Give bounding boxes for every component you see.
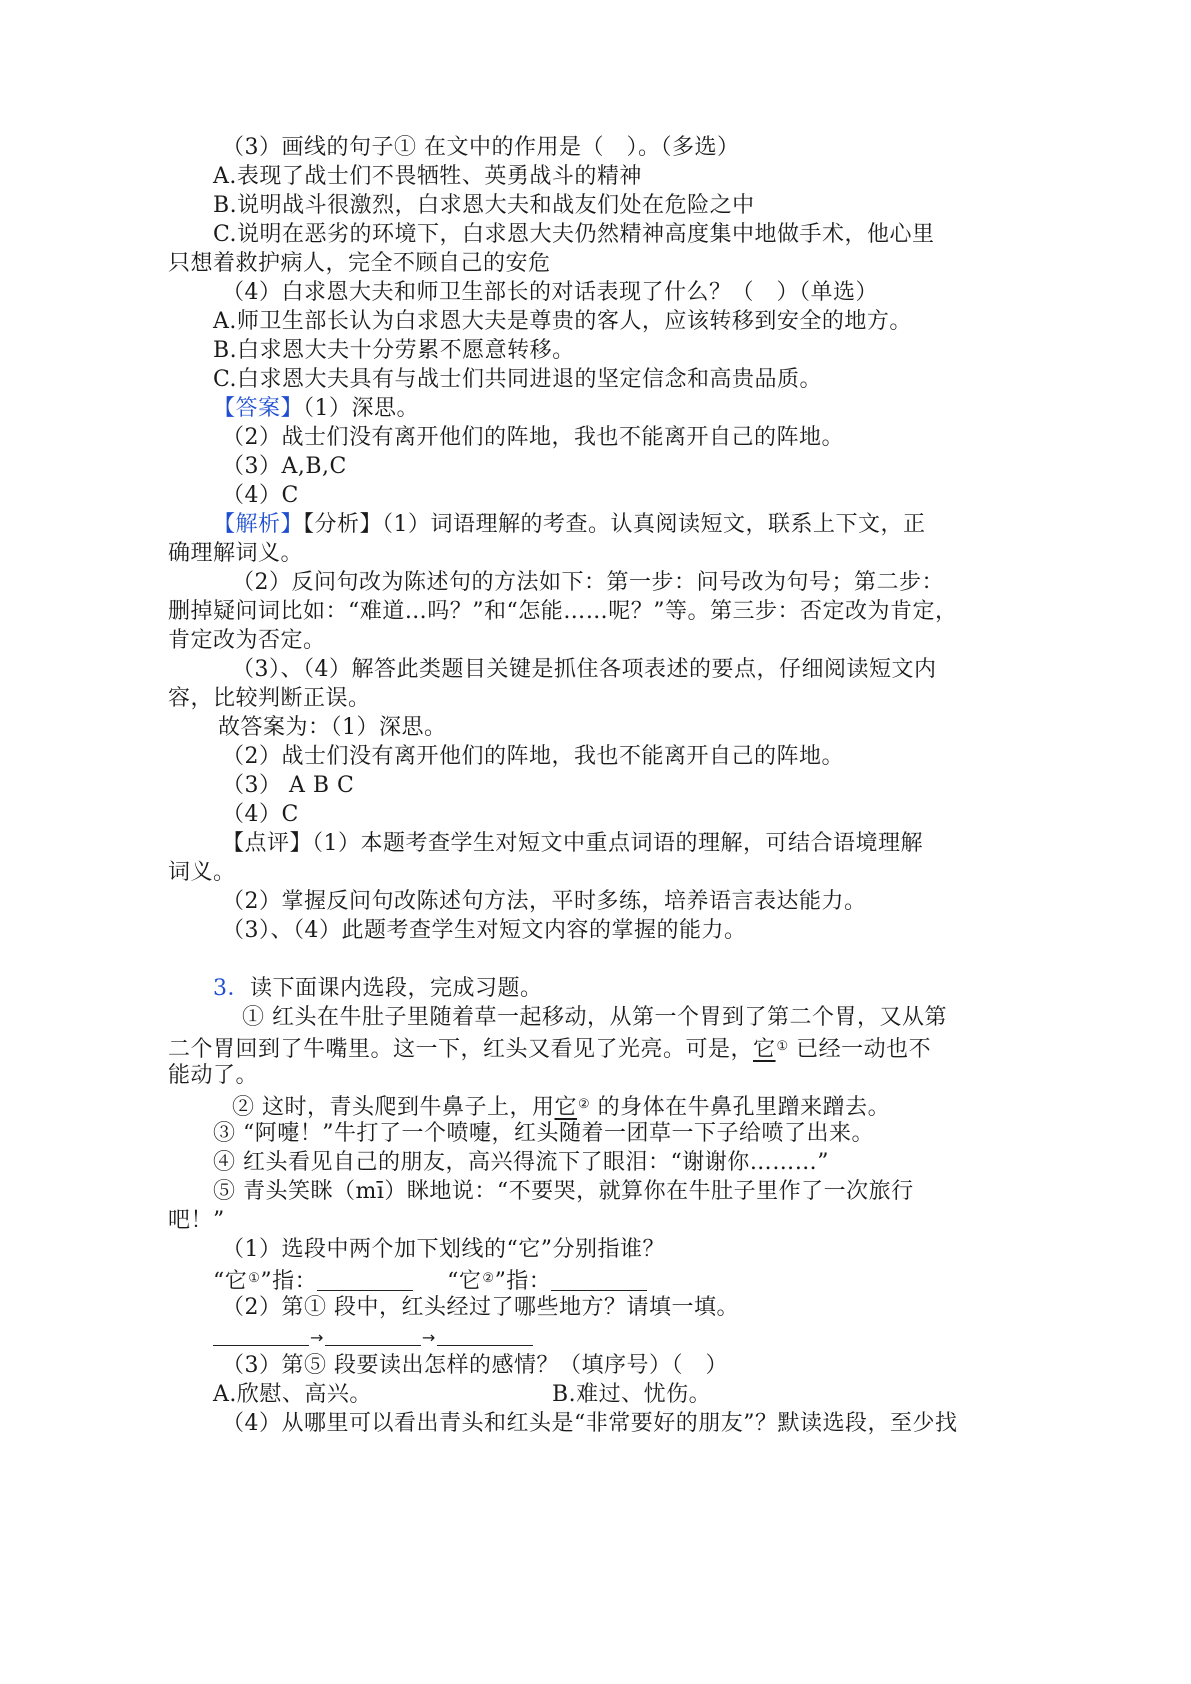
arrow-icon: → bbox=[310, 1328, 324, 1347]
it-2-mark: ② bbox=[578, 1097, 591, 1112]
so-answer-line: 故答案为：（1）深思。 bbox=[218, 715, 447, 740]
it-1-answer-blank[interactable] bbox=[317, 1268, 413, 1291]
comment-line-1 bbox=[222, 829, 923, 859]
place-blank-3[interactable] bbox=[437, 1323, 533, 1346]
q2-sub4-option-a: A.师卫生部长认为白求恩大夫是尊贵的客人，应该转移到安全的地方。 bbox=[213, 309, 912, 334]
q3-p1-line2 bbox=[168, 1032, 931, 1065]
it-2-underlined: 它 bbox=[554, 1095, 578, 1120]
analysis-3b: 容，比较判断正误。 bbox=[168, 686, 371, 711]
answer-2: （2）战士们没有离开他们的阵地，我也不能离开自己的阵地。 bbox=[222, 425, 844, 450]
it-1-label: “它 bbox=[213, 1269, 248, 1294]
q3-p1-line3: 能动了。 bbox=[168, 1063, 259, 1088]
analysis-1b: 确理解词义。 bbox=[168, 541, 304, 566]
q2-sub3-option-c-line2: 只想着救护病人，完全不顾自己的安危 bbox=[168, 251, 551, 276]
analysis-3a: （3）、（4）解答此类题目关键是抓住各项表述的要点，仔细阅读短文内 bbox=[232, 657, 937, 682]
q3-sub3-stem: （3）第⑤ 段要读出怎样的感情？（填序号）（ ） bbox=[222, 1353, 728, 1378]
analysis-line-1 bbox=[213, 510, 926, 540]
q3-heading bbox=[213, 974, 543, 1004]
q3-sub2-stem: （2）第① 段中，红头经过了哪些地方？请填一填。 bbox=[222, 1295, 739, 1320]
analysis-1a: （1）词语理解的考查。认真阅读短文，联系上下文，正 bbox=[382, 512, 926, 537]
so-answer-3: （3） A B C bbox=[222, 773, 355, 798]
it-2-label-mark: ② bbox=[482, 1271, 495, 1286]
it-2-label: “它 bbox=[447, 1269, 482, 1294]
comment-tag: 【点评】 bbox=[222, 831, 313, 856]
q2-sub3-option-c-line1: C.说明在恶劣的环境下，白求恩大夫仍然精神高度集中地做手术，他心里 bbox=[213, 222, 935, 247]
q2-sub4-option-b: B.白求恩大夫十分劳累不愿意转移。 bbox=[213, 338, 575, 363]
arrow-icon: → bbox=[421, 1328, 436, 1347]
analysis-subtag: 【分析】 bbox=[303, 512, 383, 537]
q3-p1-text-end: 已经一动也不 bbox=[788, 1037, 932, 1062]
place-blank-1[interactable] bbox=[213, 1323, 309, 1346]
comment-1a: （1）本题考查学生对短文中重点词语的理解，可结合语境理解 bbox=[312, 831, 924, 856]
q3-p5-line1: ⑤ 青头笑眯（mī）眯地说：“不要哭，就算你在牛肚子里作了一次旅行 bbox=[213, 1179, 914, 1204]
q3-number: 3． bbox=[213, 976, 250, 1001]
q3-p2-text-end: 的身体在牛鼻孔里蹭来蹭去。 bbox=[590, 1095, 891, 1120]
q2-sub4-option-c: C.白求恩大夫具有与战士们共同进退的坚定信念和高贵品质。 bbox=[213, 367, 823, 392]
it-1-label-point: ”指： bbox=[260, 1269, 318, 1294]
it-2-answer-blank[interactable] bbox=[551, 1268, 647, 1291]
it-2-label-point: ”指： bbox=[494, 1269, 552, 1294]
q2-sub3-option-a: A.表现了战士们不畏牺牲、英勇战斗的精神 bbox=[213, 164, 642, 189]
analysis-2c: 肯定改为否定。 bbox=[168, 628, 326, 653]
it-1-underlined: 它 bbox=[753, 1037, 776, 1062]
q3-title: 读下面课内选段，完成习题。 bbox=[250, 976, 543, 1001]
comment-2: （2）掌握反问句改陈述句方法，平时多练，培养语言表达能力。 bbox=[222, 889, 867, 914]
q3-p3: ③ “阿嚏！”牛打了一个喷嚏，红头随着一团草一下子给喷了出来。 bbox=[213, 1121, 874, 1146]
comment-1b: 词义。 bbox=[168, 860, 236, 885]
analysis-tag: 【解析】 bbox=[213, 512, 304, 537]
q3-p4: ④ 红头看见自己的朋友，高兴得流下了眼泪：“谢谢你………” bbox=[213, 1150, 829, 1175]
q3-sub2-blanks bbox=[213, 1322, 533, 1353]
q3-sub4-stem: （4）从哪里可以看出青头和红头是“非常要好的朋友”？默读选段，至少找 bbox=[222, 1411, 958, 1436]
q3-sub1-stem: （1）选段中两个加下划线的“它”分别指谁？ bbox=[222, 1237, 665, 1262]
q3-sub3-option-b: B.难过、忧伤。 bbox=[552, 1382, 712, 1407]
so-answer-2: （2）战士们没有离开他们的阵地，我也不能离开自己的阵地。 bbox=[222, 744, 844, 769]
answer-4: （4）C bbox=[222, 483, 299, 508]
it-1-mark: ① bbox=[776, 1039, 789, 1054]
answer-1: （1）深思。 bbox=[303, 396, 420, 421]
comment-3: （3）、（4）此题考查学生对短文内容的掌握的能力。 bbox=[222, 918, 747, 943]
q2-sub4-stem: （4）白求恩大夫和师卫生部长的对话表现了什么？（ ）（单选） bbox=[222, 280, 878, 305]
q3-p2-text: ② 这时，青头爬到牛鼻子上，用 bbox=[232, 1095, 555, 1120]
answer-line-1 bbox=[213, 394, 419, 424]
analysis-2a: （2）反问句改为陈述句的方法如下：第一步：问号改为句号；第二步： bbox=[232, 570, 944, 595]
answer-tag: 【答案】 bbox=[213, 396, 304, 421]
q3-sub3-option-a: A.欣慰、高兴。 bbox=[213, 1382, 372, 1407]
place-blank-2[interactable] bbox=[325, 1323, 421, 1346]
it-1-label-mark: ① bbox=[248, 1271, 261, 1286]
q3-p1-text: 二个胃回到了牛嘴里。这一下，红头又看见了光亮。可是， bbox=[168, 1037, 754, 1062]
q2-sub3-stem: （3）画线的句子① 在文中的作用是（ ）。（多选） bbox=[222, 135, 740, 160]
so-answer-4: （4）C bbox=[222, 802, 299, 827]
q3-p5-line2: 吧！” bbox=[168, 1208, 225, 1233]
analysis-2b: 删掉疑问词比如：“难道…吗？”和“怎能……呢？”等。第三步：否定改为肯定， bbox=[168, 599, 958, 624]
q2-sub3-option-b: B.说明战斗很激烈，白求恩大夫和战友们处在危险之中 bbox=[213, 193, 755, 218]
answer-3: （3）A,B,C bbox=[222, 454, 347, 479]
q3-p1-line1: ① 红头在牛肚子里随着草一起移动，从第一个胃到了第二个胃，又从第 bbox=[242, 1005, 947, 1030]
